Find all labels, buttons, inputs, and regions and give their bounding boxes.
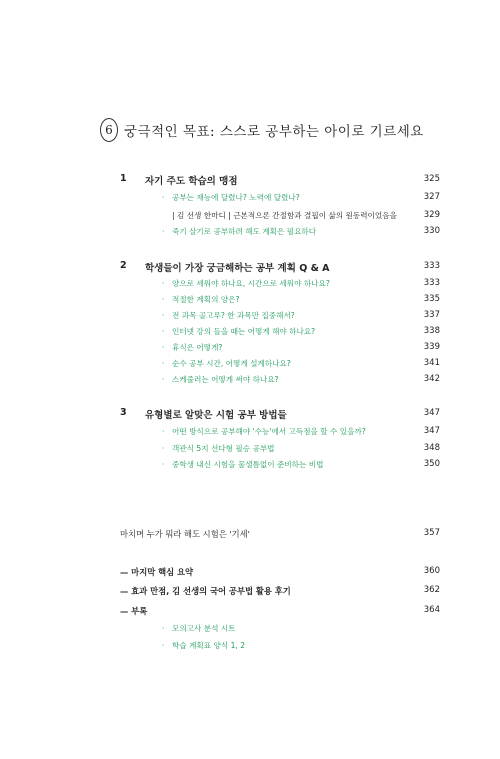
- section-number: 1: [120, 173, 127, 184]
- section-number: 2: [120, 260, 127, 271]
- toc-item: · 휴식은 어떻게?: [162, 343, 223, 352]
- toc-item: · 순수 공부 시간, 어떻게 설계하나요?: [162, 359, 291, 368]
- toc-item: · 적절한 계획의 양은?: [162, 295, 240, 304]
- toc-item-page: 342: [423, 374, 440, 384]
- toc-item: · 죽기 살기로 공부하려 해도 계획은 필요하다: [162, 227, 317, 236]
- appendix-entry: — 효과 만점, 김 선생의 국어 공부법 활용 후기: [120, 586, 291, 596]
- toc-item-page: 330: [423, 226, 440, 236]
- toc-item: · 양으로 세워야 하나요, 시간으로 세워야 하나요?: [162, 279, 330, 288]
- section-number: 3: [120, 407, 127, 418]
- appendix-entry: — 부록: [120, 606, 148, 616]
- appendix-entry-page: 364: [423, 605, 440, 615]
- toc-item-page: 350: [423, 459, 440, 469]
- closing-title: 마치며 누가 뭐라 해도 시험은 '기세': [120, 529, 250, 539]
- toc-item: · 객관식 5지 선다형 필승 공부법: [162, 444, 275, 453]
- chapter-title: 궁극적인 목표: 스스로 공부하는 아이로 기르세요: [124, 124, 424, 140]
- section-page: 347: [423, 408, 440, 418]
- toc-item-page: 339: [423, 342, 440, 352]
- toc-item: · 중학생 내신 시험을 물샐틈없이 준비하는 비법: [162, 460, 324, 469]
- toc-item-page: 337: [423, 310, 440, 320]
- toc-item-page: 348: [423, 443, 440, 453]
- toc-item: · 스케줄러는 어떻게 써야 하나요?: [162, 375, 279, 384]
- toc-item-page: 329: [423, 210, 440, 220]
- toc-item-page: 327: [423, 192, 440, 202]
- section-page: 333: [423, 261, 440, 271]
- appendix-entry: — 마지막 핵심 요약: [120, 567, 194, 577]
- toc-item-page: 335: [423, 294, 440, 304]
- toc-item-page: 341: [423, 358, 440, 368]
- toc-item: · 전 과목 골고루? 한 과목만 집중해서?: [162, 311, 295, 320]
- section-title: 자기 주도 학습의 맹점: [145, 176, 238, 187]
- toc-item-page: 333: [423, 278, 440, 288]
- toc-item-page: 338: [423, 326, 440, 336]
- appendix-item: · 모의고사 분석 시트: [162, 624, 236, 633]
- appendix-item: · 학습 계획표 양식 1, 2: [162, 641, 246, 650]
- section-title: 유형별로 알맞은 시험 공부 방법들: [145, 410, 287, 421]
- toc-item: · 어떤 방식으로 공부해야 '수능'에서 고득점을 할 수 있을까?: [162, 427, 366, 436]
- closing-page: 357: [423, 528, 440, 538]
- section-page: 325: [423, 174, 440, 184]
- toc-item-page: 347: [423, 426, 440, 436]
- appendix-entry-page: 362: [423, 585, 440, 595]
- toc-item: | 김 선생 한마디 | 근본적으론 간절함과 결핍이 삶의 원동력이었음을: [172, 211, 397, 220]
- appendix-entry-page: 360: [423, 566, 440, 576]
- toc-item: · 공부는 재능에 달렸나? 노력에 달렸나?: [162, 193, 300, 202]
- chapter-header: [100, 118, 460, 140]
- chapter-number: 6: [100, 118, 118, 142]
- toc-item: · 인터넷 강의 들을 때는 어떻게 해야 하나요?: [162, 327, 316, 336]
- section-title: 학생들이 가장 궁금해하는 공부 계획 Q & A: [145, 263, 330, 274]
